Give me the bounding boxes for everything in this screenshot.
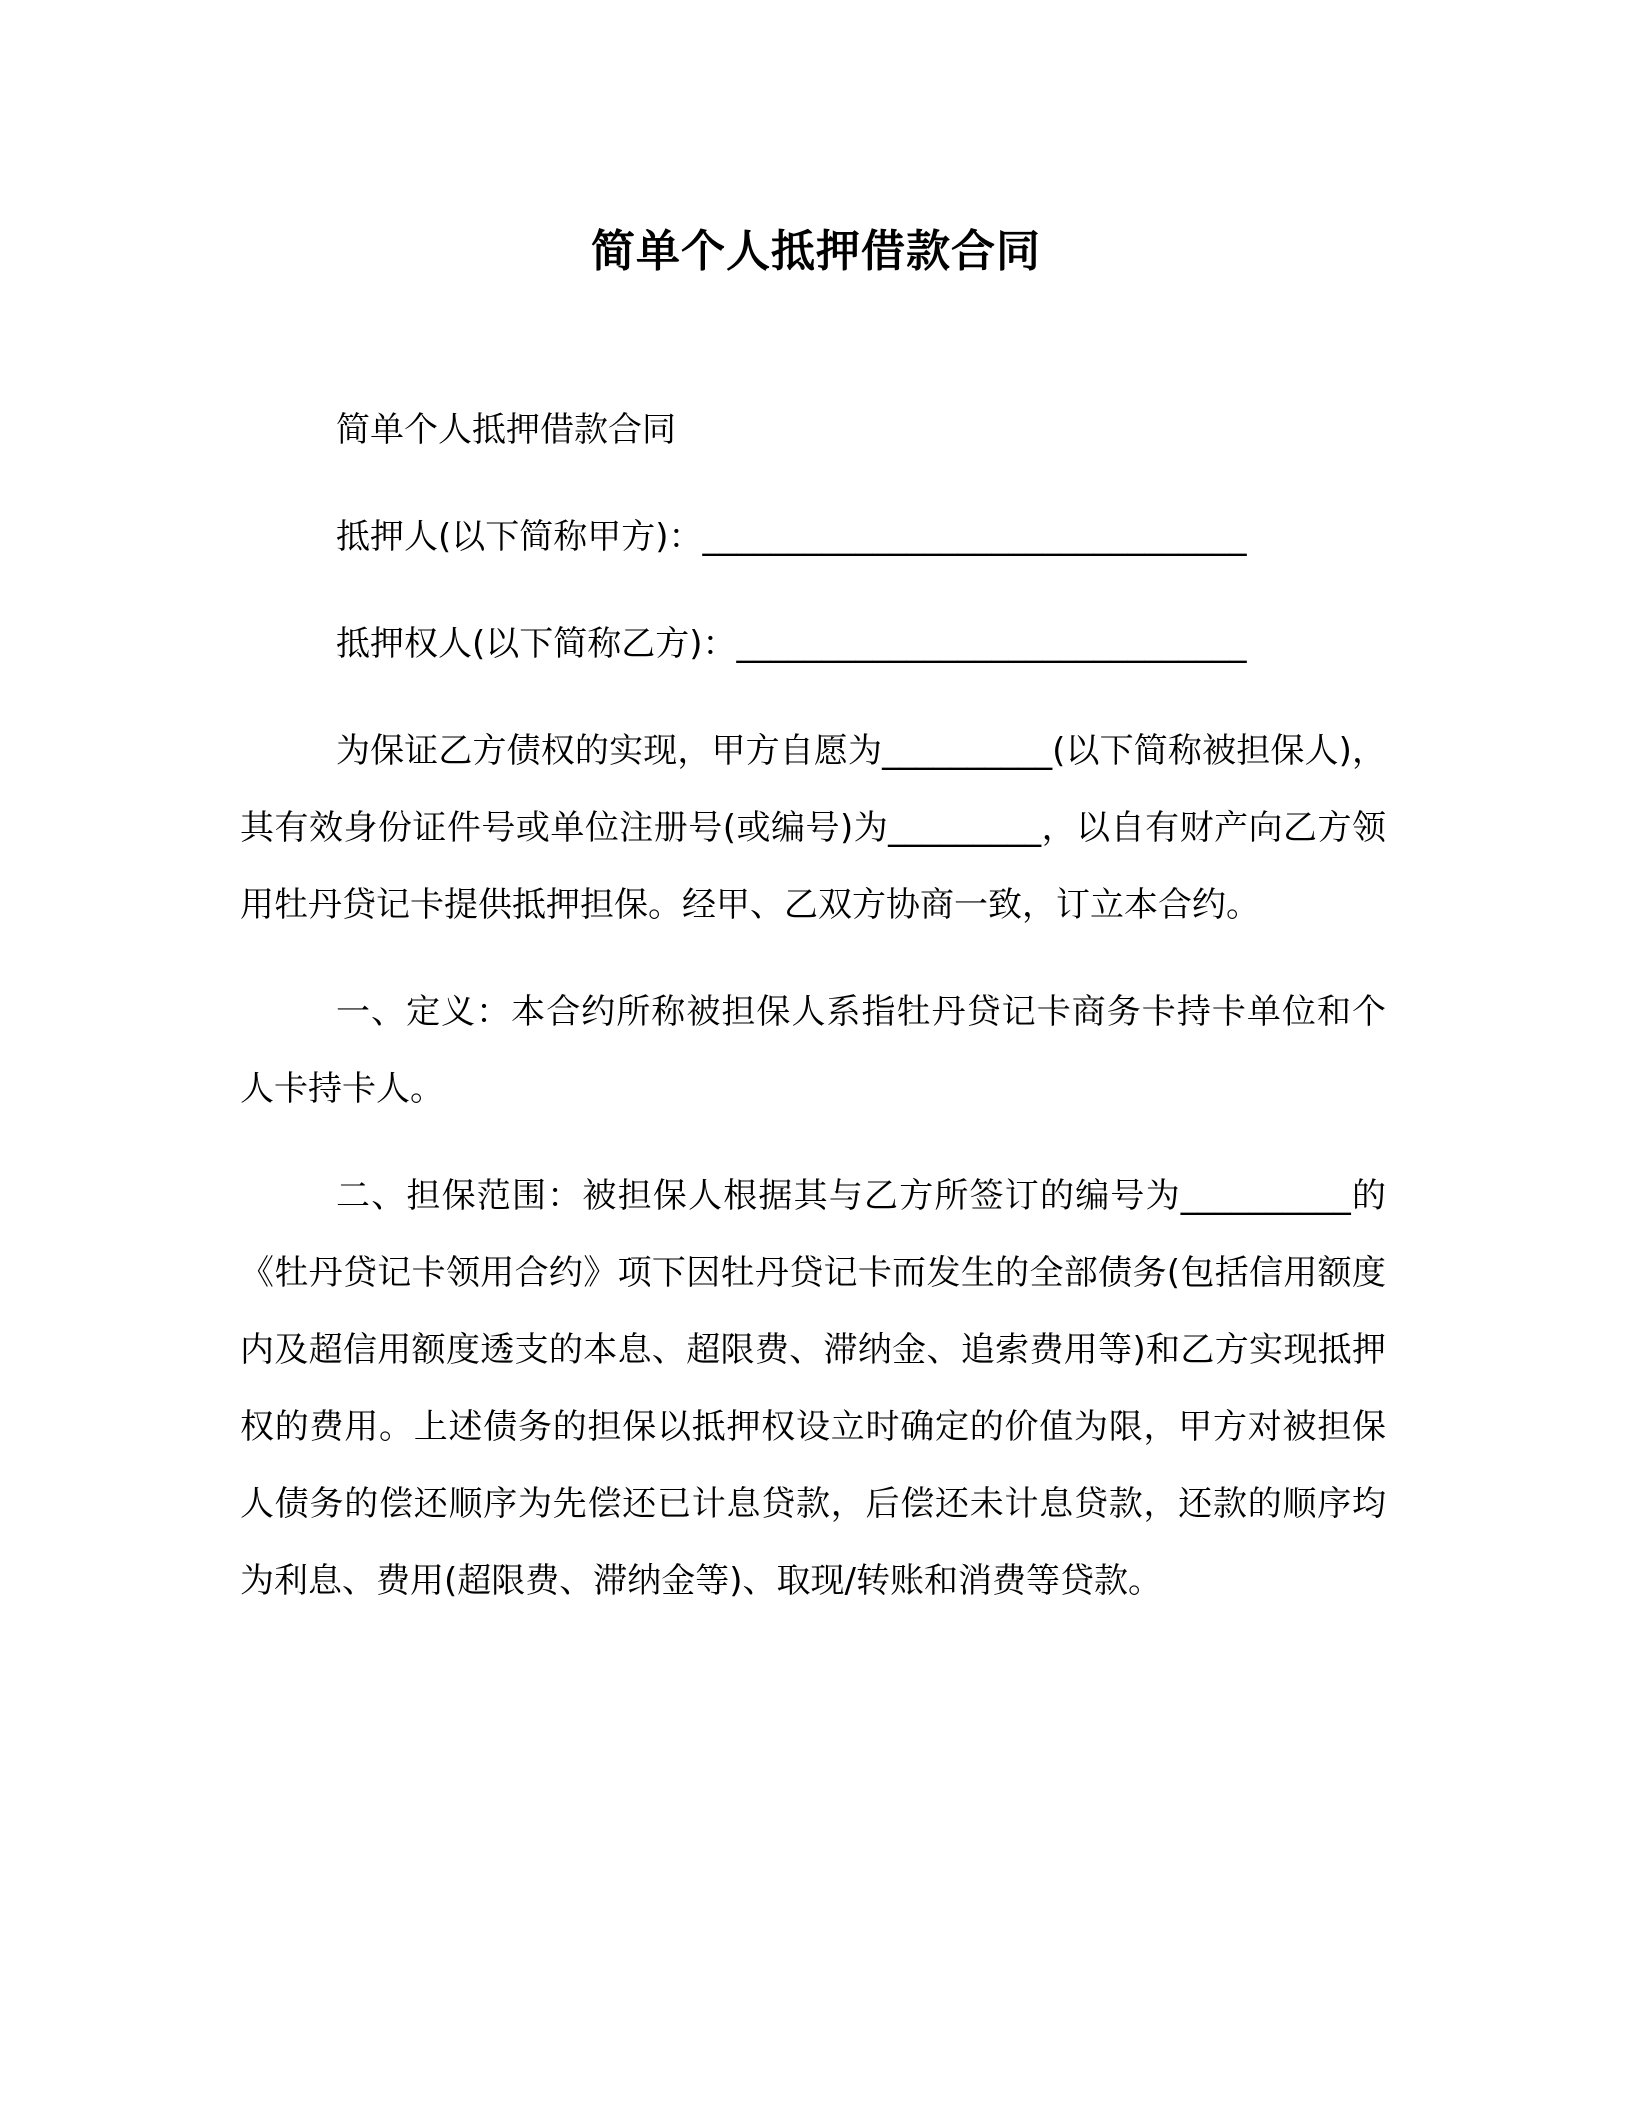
paragraph-preamble: 为保证乙方债权的实现，甲方自愿为__________(以下简称被担保人)，其有效身份证件号或单位注册号(或编号)为_________，以自有财产向乙方领用牡丹贷记卡提供抵押担保。经甲、乙双方协商一致，订立本合约。 bbox=[240, 731, 1386, 925]
paragraph-mortgagee: 抵押权人(以下简称乙方)：______________________________ bbox=[336, 624, 1247, 664]
paragraph-guarantee-scope: 二、担保范围：被担保人根据其与乙方所签订的编号为__________的《牡丹贷记卡领用合约》项下因牡丹贷记卡而发生的全部债务(包括信用额度内及超信用额度透支的本息、超限费、滞纳金、追索费用等)和乙方实现抵押权的费用。上述债务的担保以抵押权设立时确定的价值为限，甲方对被担保人债务的偿还顺序为先偿还已计息贷款，后偿还未计息贷款，还款的顺序均为利息、费用(超限费、滞纳金等)、取现/转账和消费等贷款。 bbox=[240, 1176, 1386, 1601]
paragraph-subtitle: 简单个人抵押借款合同 bbox=[336, 410, 676, 450]
paragraph-mortgagor: 抵押人(以下简称甲方)：________________________________ bbox=[336, 517, 1247, 557]
document-body bbox=[240, 392, 1386, 1650]
document-title: 简单个人抵押借款合同 bbox=[591, 226, 1041, 277]
paragraph-definition: 一、定义：本合约所称被担保人系指牡丹贷记卡商务卡持卡单位和个人卡持卡人。 bbox=[240, 992, 1386, 1109]
